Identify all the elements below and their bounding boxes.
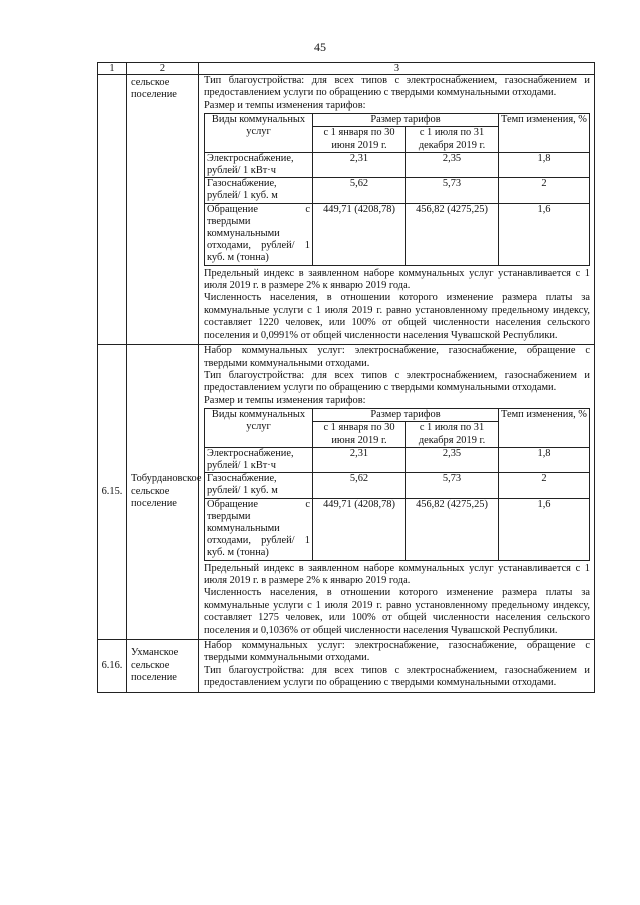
tariff-rate: 2 <box>499 473 590 498</box>
tariff-value-2: 456,82 (4275,25) <box>406 203 499 265</box>
tariff-head-size: Размер тарифов <box>313 409 499 422</box>
tariff-value-1: 449,71 (4208,78) <box>313 203 406 265</box>
tariff-table <box>204 408 590 560</box>
settlement-content <box>199 345 595 640</box>
paragraph: Тип благоустройства: для всех типов с электроснабжением, газоснабжением и предоставлением услуги по обращению с твердыми коммунальными отходами. <box>204 369 590 394</box>
tariff-head-types: Виды коммунальных услуг <box>205 409 313 448</box>
tariff-service: Газоснабжение, рублей/ 1 куб. м <box>205 473 313 498</box>
tariff-value-2: 2,35 <box>406 152 499 177</box>
paragraph: Тип благоустройства: для всех типов с электроснабжением, газоснабжением и предоставлением услуги по обращению с твердыми коммунальными отходами. <box>204 75 590 99</box>
tariff-service: Газоснабжение, рублей/ 1 куб. м <box>205 178 313 203</box>
tariff-value-1: 5,62 <box>313 178 406 203</box>
tariff-value-1: 5,62 <box>313 473 406 498</box>
tariff-head-period-1: с 1 января по 30 июня 2019 г. <box>313 422 406 447</box>
tariff-head-rate: Темп изменения, % <box>499 409 590 448</box>
paragraph: Численность населения, в отношении которого изменение размера платы за коммунальные услуги с 1 июля 2019 г. равно установленному предельному индексу, составляет 1220 человек, или 100% от общей численности населения сельского поселения и 0,0991% от общей численности населения Чувашской Республики. <box>204 292 590 341</box>
settlement-name: Тобурдановское сельское поселение <box>127 345 199 640</box>
settlement-name: сельское поселение <box>127 75 199 345</box>
tariff-rate: 1,8 <box>499 152 590 177</box>
paragraph: Предельный индекс в заявленном наборе коммунальных услуг устанавливается с 1 июля 2019 г. в размере 2% к январю 2019 года. <box>204 562 590 586</box>
tariff-row <box>205 498 590 560</box>
paragraph: Тип благоустройства: для всех типов с электроснабжением, газоснабжением и предоставлением услуги по обращению с твердыми коммунальными отходами. <box>204 664 590 689</box>
header-col-3: 3 <box>199 63 595 75</box>
settlement-row <box>98 640 595 693</box>
settlement-content <box>199 75 595 345</box>
tariff-service: Обращение с твердыми коммунальными отходами, рублей/ 1 куб. м (тонна) <box>205 498 313 560</box>
tariff-head-period-1: с 1 января по 30 июня 2019 г. <box>313 127 406 152</box>
paragraph: Набор коммунальных услуг: электроснабжение, газоснабжение, обращение с твердыми коммунальными отходами. <box>204 345 590 369</box>
tariff-head-types: Виды коммунальных услуг <box>205 114 313 153</box>
settlements-table <box>97 62 595 693</box>
page-number: 45 <box>314 40 326 54</box>
settlement-number: 6.16. <box>98 640 127 693</box>
tariff-row <box>205 152 590 177</box>
tariff-table <box>204 113 590 265</box>
tariff-rate: 1,6 <box>499 498 590 560</box>
tariff-row <box>205 203 590 265</box>
tariff-head-period-2: с 1 июля по 31 декабря 2019 г. <box>406 127 499 152</box>
tariff-row <box>205 447 590 472</box>
tariff-row <box>205 178 590 203</box>
tariff-value-2: 456,82 (4275,25) <box>406 498 499 560</box>
header-col-1: 1 <box>98 63 127 75</box>
tariff-rate: 1,6 <box>499 203 590 265</box>
tariff-rate: 2 <box>499 178 590 203</box>
tariff-value-2: 5,73 <box>406 473 499 498</box>
tariff-head-rate: Темп изменения, % <box>499 114 590 153</box>
tariff-head-size: Размер тарифов <box>313 114 499 127</box>
tariff-row <box>205 473 590 498</box>
settlement-content <box>199 640 595 693</box>
tariff-service: Обращение с твердыми коммунальными отходами, рублей/ 1 куб. м (тонна) <box>205 203 313 265</box>
paragraph: Размер и темпы изменения тарифов: <box>204 99 366 111</box>
header-col-2: 2 <box>127 63 199 75</box>
tariff-head-period-2: с 1 июля по 31 декабря 2019 г. <box>406 422 499 447</box>
settlement-number <box>98 75 127 345</box>
paragraph: Набор коммунальных услуг: электроснабжение, газоснабжение, обращение с твердыми коммунальными отходами. <box>204 640 590 664</box>
paragraph: Предельный индекс в заявленном наборе коммунальных услуг устанавливается с 1 июля 2019 г. в размере 2% к январю 2019 года. <box>204 267 590 292</box>
paragraph: Численность населения, в отношении которого изменение размера платы за коммунальные услуги с 1 июля 2019 г. равно установленному предельному индексу, составляет 1275 человек, или 100% от общей численности населения сельского поселения и 0,1036% от общей численности населения Чувашской Республики. <box>204 587 590 636</box>
tariff-rate: 1,8 <box>499 447 590 472</box>
tariff-service: Электроснабжение, рублей/ 1 кВт·ч <box>205 447 313 472</box>
settlement-name: Ухманское сельское поселение <box>127 640 199 693</box>
paragraph: Размер и темпы изменения тарифов: <box>204 394 366 406</box>
tariff-value-2: 5,73 <box>406 178 499 203</box>
tariff-service: Электроснабжение, рублей/ 1 кВт·ч <box>205 152 313 177</box>
settlement-row <box>98 75 595 345</box>
tariff-value-1: 449,71 (4208,78) <box>313 498 406 560</box>
tariff-value-2: 2,35 <box>406 447 499 472</box>
settlement-number: 6.15. <box>98 345 127 640</box>
header-row <box>98 63 595 75</box>
tariff-value-1: 2,31 <box>313 447 406 472</box>
tariff-value-1: 2,31 <box>313 152 406 177</box>
settlement-row <box>98 345 595 640</box>
